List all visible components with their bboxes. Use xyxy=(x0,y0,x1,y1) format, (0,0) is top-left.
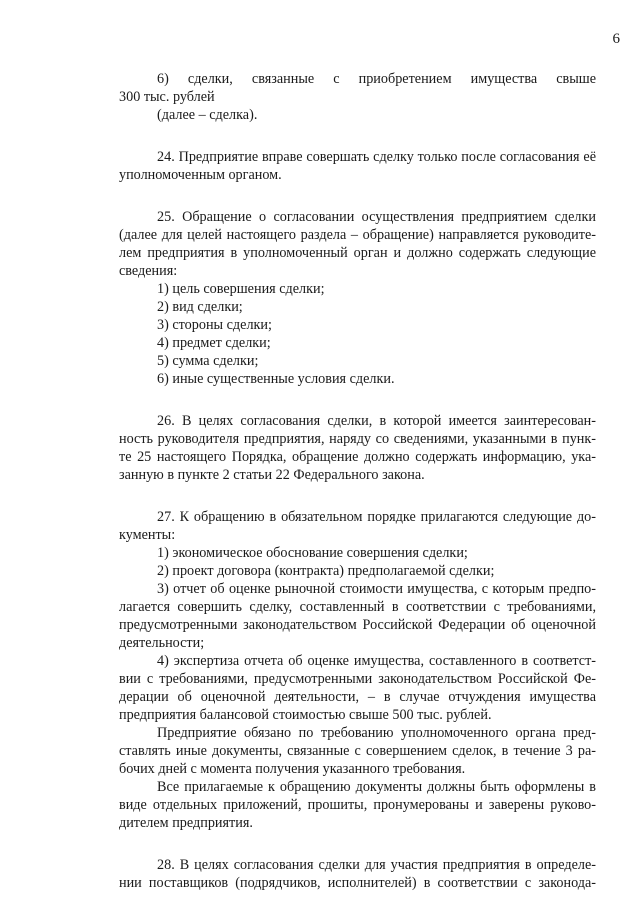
p26-line-1: 26. В целях согласования сделки, в которой имеется заинтересован- xyxy=(157,413,596,429)
p27-item-3-line-1: 3) отчет об оценке рыночной стоимости имущества, с которым предпо- xyxy=(157,581,596,597)
paragraph-24 xyxy=(119,148,596,184)
p24-line-1: 24. Предприятие вправе совершать сделку только после согласования её xyxy=(157,149,596,165)
p27-para-b-line-2: виде отдельных приложений, прошиты, пронумерованы и заверены руково- xyxy=(119,797,596,813)
p25-item-5: 5) сумма сделки; xyxy=(157,353,259,369)
item-6-line-1: 6) сделки, связанные с приобретением имущества свыше xyxy=(157,71,596,87)
p26-line-3: те 25 настоящего Порядка, обращение должно содержать информацию, ука- xyxy=(119,449,596,465)
p26-line-4: занную в пункте 2 статьи 22 Федерального закона. xyxy=(119,467,425,483)
paragraph-28 xyxy=(119,856,596,892)
p27-para-a-line-2: ставлять иные документы, связанные с совершением сделок, в течение 3 ра- xyxy=(119,743,596,759)
p25-item-2: 2) вид сделки; xyxy=(157,299,243,315)
p25-item-4: 4) предмет сделки; xyxy=(157,335,271,351)
p26-line-2: ность руководителя предприятия, наряду со сведениями, указанными в пунк- xyxy=(119,431,596,447)
p25-item-1: 1) цель совершения сделки; xyxy=(157,281,325,297)
item-6-line-2: 300 тыс. рублей xyxy=(119,89,215,105)
p25-line-3: лем предприятия в уполномоченный орган и должно содержать следующие xyxy=(119,245,596,261)
paragraph-27 xyxy=(119,508,596,832)
item-6 xyxy=(119,70,596,124)
p27-item-3-line-3: предусмотренными законодательством Российской Федерации об оценочной xyxy=(119,617,596,633)
p27-item-4-line-2: вии с требованиями, предусмотренными законодательством Российской Фе- xyxy=(119,671,596,687)
p27-para-a-line-3: бочих дней с момента получения указанного требования. xyxy=(119,761,466,777)
p25-line-1: 25. Обращение о согласовании осуществления предприятием сделки xyxy=(157,209,596,225)
item-6-line-3: (далее – сделка). xyxy=(157,107,258,123)
p27-para-b-line-1: Все прилагаемые к обращению документы должны быть оформлены в xyxy=(157,779,596,795)
p25-item-6: 6) иные существенные условия сделки. xyxy=(157,371,395,387)
p25-item-3: 3) стороны сделки; xyxy=(157,317,272,333)
p27-item-2: 2) проект договора (контракта) предполагаемой сделки; xyxy=(157,563,495,579)
p27-line-1: 27. К обращению в обязательном порядке прилагаются следующие до- xyxy=(157,509,596,525)
p27-item-4-line-4: предприятия балансовой стоимостью свыше 500 тыс. рублей. xyxy=(119,707,492,723)
p27-item-1: 1) экономическое обоснование совершения сделки; xyxy=(157,545,468,561)
p27-line-2: кументы: xyxy=(119,527,176,543)
p25-line-2: (далее для целей настоящего раздела – обращение) направляется руководите- xyxy=(119,227,596,243)
p27-para-a-line-1: Предприятие обязано по требованию уполномоченного органа пред- xyxy=(157,725,596,741)
p28-line-2: нии поставщиков (подрядчиков, исполнителей) в соответствии с законода- xyxy=(119,875,596,891)
p27-item-4-line-3: дерации об оценочной деятельности, – в случае отчуждения имущества xyxy=(119,689,596,705)
p27-item-3-line-4: деятельности; xyxy=(119,635,205,651)
p27-item-4-line-1: 4) экспертиза отчета об оценке имущества, составленного в соответст- xyxy=(157,653,596,669)
p25-line-4: сведения: xyxy=(119,263,178,279)
page-number: 6 xyxy=(612,31,620,47)
document-body xyxy=(119,70,596,892)
p27-item-3-line-2: лагается совершить сделку, составленный в соответствии с требованиями, xyxy=(119,599,596,615)
paragraph-25 xyxy=(119,208,596,388)
p27-para-b-line-3: дителем предприятия. xyxy=(119,815,253,831)
p28-line-1: 28. В целях согласования сделки для участия предприятия в определе- xyxy=(157,857,596,873)
paragraph-26 xyxy=(119,412,596,484)
p24-line-2: уполномоченным органом. xyxy=(119,167,282,183)
